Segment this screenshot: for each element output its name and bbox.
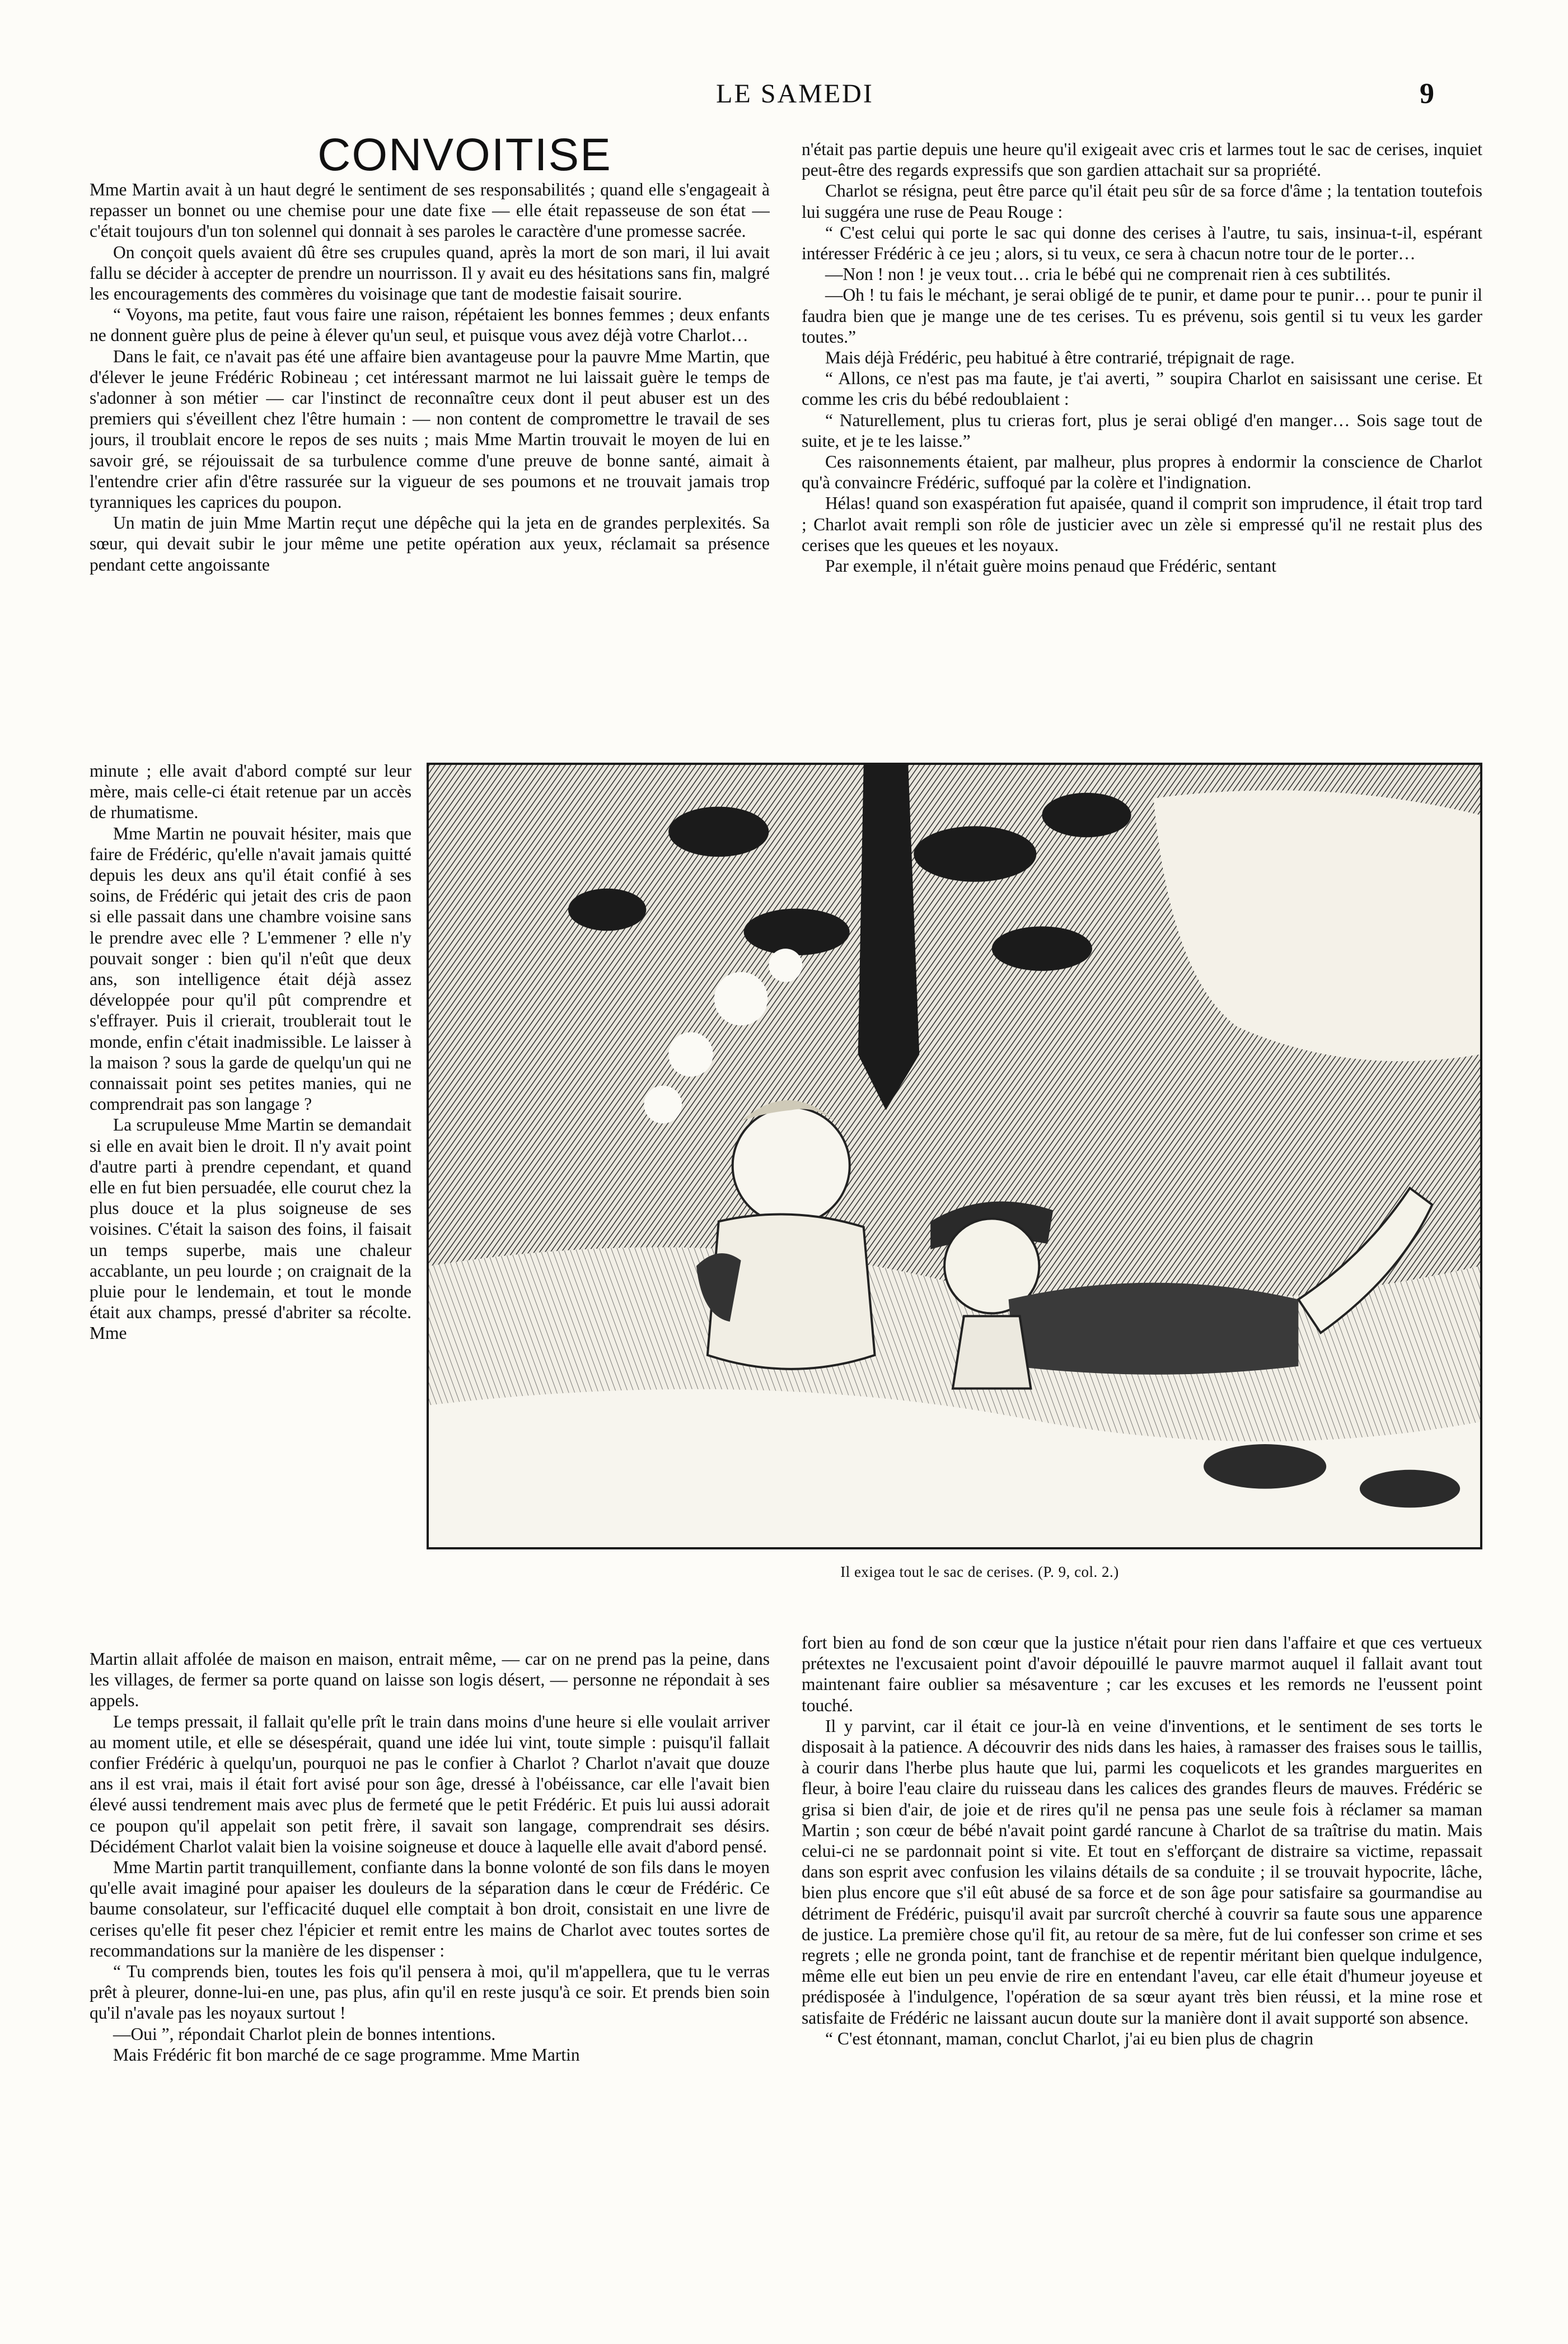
paragraph: “ Allons, ce n'est pas ma faute, je t'ai averti, ” soupira Charlot en saisissant une cerise. Et comme les cris du bébé redoublaient : <box>802 368 1482 409</box>
tree-trunk <box>858 765 920 1110</box>
paragraph: Mme Martin partit tranquillement, confiante dans la bonne volonté de son fils dans le moyen qu'elle avait imaginé pour apaiser les douleurs de la séparation dans le cœur de Frédéric. Ce baume consolateur, sur l'efficacité duquel elle comptait à bon droit, consistait en une livre de cerises qu'elle fit peser chez l'épicier et remit entre les mains de Charlot avec toutes sortes de recommandations sur la manière de les dispenser : <box>90 1857 770 1960</box>
paragraph: Hélas! quand son exaspération fut apaisée, quand il comprit son imprudence, il était trop tard ; Charlot avait rempli son rôle de justicier avec un zèle si empressé qu'il ne restait plus des cerises que les queues et les noyaux. <box>802 493 1482 555</box>
paragraph: Ces raisonnements étaient, par malheur, plus propres à endormir la conscience de Charlot qu'à convaincre Frédéric, suffoqué par la colère et l'indignation. <box>802 452 1482 493</box>
paragraph: “ Tu comprends bien, toutes les fois qu'il pensera à moi, qu'il m'appellera, que tu le verras prêt à pleurer, donne-lui-en une, pas plus, afin qu'il en reste jusqu'à ce soir. Et prends bien soin qu'il n'avale pas les noyaux surtout ! <box>90 1962 770 2023</box>
paragraph: Dans le fait, ce n'avait pas été une affaire bien avantageuse pour la pauvre Mme Martin, que d'élever le jeune Frédéric Robineau ; cet intéressant marmot ne lui laissait guère le temps de s'adonner à son métier — car l'instinct de reconnaître ceux dont il peut abuser est un des premiers qui s'éveillent chez l'être humain : — non content de compromettre le travail de ses jours, il troublait encore le repos de ses nuits ; mais Mme Martin trouvait le moyen de lui en savoir gré, se réjouissait de sa turbulence comme d'une preuve de bonne santé, aimait à l'entendre crier afin d'être rassurée sur la vigueur de ses poumons et ne trouvait jamais trop tyranniques les caprices du poupon. <box>90 346 770 512</box>
paragraph: On conçoit quels avaient dû être ses crupules quand, après la mort de son mari, il lui avait fallu se décider à accepter de prendre un nourrisson. Il y avait eu des hésitations sans fin, malgré les encouragements des commères du voisinage que tant de modestie faisait sourire. <box>90 242 770 304</box>
right-column-top <box>802 139 1482 749</box>
paragraph: Martin allait affolée de maison en maison, entrait même, — car on ne prend pas la peine, dans les villages, de fermer sa porte quand on laisse son logis désert, — personne ne répondait à ses appels. <box>90 1649 770 1711</box>
paragraph: “ C'est étonnant, maman, conclut Charlot, j'ai eu bien plus de chagrin <box>825 2028 1314 2048</box>
paragraph: fort bien au fond de son cœur que la justice n'était pour rien dans l'affaire et que ces vertueux prétextes ne l'excusaient point d'avoir dépouillé le pauvre marmot auquel il fallait avant tout maintenant faire oublier sa mésaventure ; car les excuses et les remords ne l'eussent point touché. <box>802 1633 1482 1715</box>
paragraph: Mais Frédéric fit bon marché de ce sage programme. Mme Martin <box>113 2044 580 2065</box>
paragraph: —Oh ! tu fais le méchant, je serai obligé de te punir, et dame pour te punir… pour te punir il faudra bien que je mange une de tes cerises. Tu es prévenu, sois gentil si tu veux les garder toutes.” <box>802 285 1482 347</box>
left-column-bottom <box>90 1649 770 2276</box>
paragraph: “ C'est celui qui porte le sac qui donne des cerises à l'autre, tu sais, insinua-t-il, espérant intéresser Frédéric à ce jeu ; alors, si tu veux, ce sera à chacun notre tour de le porter… <box>802 222 1482 264</box>
paragraph: n'était pas partie depuis une heure qu'il exigeait avec cris et larmes tout le sac de cerises, inquiet peut-être des regards expressifs que son gardien attachait sur sa propriété. <box>802 139 1482 180</box>
paragraph: La scrupuleuse Mme Martin se demandait si elle en avait bien le droit. Il n'y avait point d'autre parti à prendre cependant, et quand elle en fut bien persuadée, elle courut chez la plus douce et la plus soigneuse de ses voisines. C'était la saison des foins, il faisait un temps superbe, mais une chaleur accablante, un peu lourde ; on craignait de la pluie pour le lendemain, et tout le monde était aux champs, pressé d'abriter sa récolte. Mme <box>90 1115 411 1343</box>
paragraph: Charlot se résigna, peut être parce qu'il était peu sûr de sa force d'âme ; la tentation toutefois lui suggéra une ruse de Peau Rouge : <box>802 181 1482 222</box>
paragraph: —Non ! non ! je veux tout… cria le bébé qui ne comprenait rien à ces subtilités. <box>825 264 1391 284</box>
paragraph: “ Voyons, ma petite, faut vous faire une raison, répétaient les bonnes femmes ; deux enfants ne donnent guère plus de peine à élever qu'un seul, et puisque vous avez déjà votre Charlot… <box>90 305 770 345</box>
paragraph: Il y parvint, car il était ce jour-là en veine d'inventions, et le sentiment de ses torts le disposait à la patience. A découvrir des nids dans les haies, à ramasser des fraises sous le taillis, à courir dans l'herbe plus haute que lui, parmi les coquelicots et les grandes marguerites en fleur, à boire l'eau claire du ruisseau dans les calices des grandes fleurs de mauves. Frédéric se grisa si bien d'air, de joie et de rires qu'il ne pensa pas une seule fois à réclamer sa maman Martin ; son cœur de bébé n'avait point gardé rancune à Charlot de sa traîtrise du matin. Mais celui-ci ne se pardonnait point si vite. Et tout en s'efforçant de distraire sa victime, repassait dans son esprit avec confusion les vilains détails de sa conduite ; il se trouvait hypocrite, lâche, bien plus encore que s'il eût abusé de sa force et de son âge pour satisfaire sa gourmandise au détriment de Frédéric, puisqu'il avait par surcroît cherché à couvrir sa faute sous une apparence de justice. La première chose qu'il fit, au retour de sa mère, fut de lui confesser son crime et ses regrets ; elle ne gronda point, tant de franchise et de repentir méritant bien quelque indulgence, même elle eut bien un peu envie de rire en entendant l'aveu, car elle était d'humeur joyeuse et prédisposée à l'indulgence, l'opération de sa sœur ayant très bien réussi, et la mine rose et satisfaite de Frédéric ne laissant aucun doute sur la manière dont il avait supporté son absence. <box>802 1716 1482 2028</box>
engraving-drawing <box>429 765 1480 1547</box>
left-column-top <box>90 179 770 762</box>
engraving-illustration <box>427 763 1482 1549</box>
paragraph: —Oui ”, répondait Charlot plein de bonnes intentions. <box>113 2024 496 2044</box>
paragraph: Mme Martin ne pouvait hésiter, mais que faire de Frédéric, qu'elle n'avait jamais quitté depuis les deux ans qu'il était confié à ses soins, de Frédéric qui jetait des cris de paon si elle passait dans une chambre voisine sans le prendre avec elle ? L'emmener ? elle n'y pouvait songer : bien qu'il n'eût que deux ans, son intelligence était déjà assez développée pour qu'il pût comprendre et s'effrayer. Puis il crierait, troublerait tout le monde, enfin c'était inadmissible. Le laisser à la maison ? sous la garde de quelqu'un qui ne connaissait point ses petites manies, qui ne comprendrait pas son langage ? <box>90 823 411 1114</box>
paragraph: Mme Martin avait à un haut degré le sentiment de ses responsabilités ; quand elle s'engageait à repasser un bonnet ou une chemise pour une date fixe — elle était repasseuse de son état — c'était toujours d'un ton solennel qui donnait à ses paroles le caractère d'une promesse sacrée. <box>90 180 770 241</box>
illustration-caption: Il exigea tout le sac de cerises. (P. 9, col. 2.) <box>840 1563 1119 1580</box>
paragraph: Le temps pressait, il fallait qu'elle prît le train dans moins d'une heure si elle voulait arriver au moment utile, et elle se désespérait, quand une idée lui vint, toute simple : puisqu'il fallait confier Frédéric à quelqu'un, pourquoi ne pas le confier à Charlot ? Charlot n'avait que douze ans il est vrai, mais il était fort avisé pour son âge, dressé à l'obéissance, car elle l'avait bien élevé aussi tendrement mais avec plus de fermeté que le petit Frédéric. Et puis lui aussi adorait ce poupon qu'il appelait son petit frère, il savait son langage, comprendrait ses désirs. Décidément Charlot valait bien la voisine soigneuse et douce à laquelle elle avait d'abord pensé. <box>90 1711 770 1856</box>
paragraph: minute ; elle avait d'abord compté sur leur mère, mais celle-ci était retenue par un accès de rhumatisme. <box>90 761 411 823</box>
paragraph: “ Naturellement, plus tu crieras fort, plus je serai obligé d'en manger… Sois sage tout de suite, et je te les laisse.” <box>802 410 1482 451</box>
right-column-bottom <box>802 1632 1482 2276</box>
article-title: CONVOITISE <box>317 129 612 180</box>
paragraph: Un matin de juin Mme Martin reçut une dépêche qui la jeta en de grandes perplexités. Sa sœur, qui devait subir le jour même une petite opération aux yeux, réclamait sa présence pendant cette angoissante <box>90 513 770 575</box>
paragraph: Par exemple, il n'était guère moins penaud que Frédéric, sentant <box>825 556 1277 576</box>
page-number: 9 <box>1420 78 1434 110</box>
paragraph: Mais déjà Frédéric, peu habitué à être contrarié, trépignait de rage. <box>825 348 1295 368</box>
left-column-narrow <box>90 760 411 1651</box>
running-head: LE SAMEDI <box>716 79 874 109</box>
